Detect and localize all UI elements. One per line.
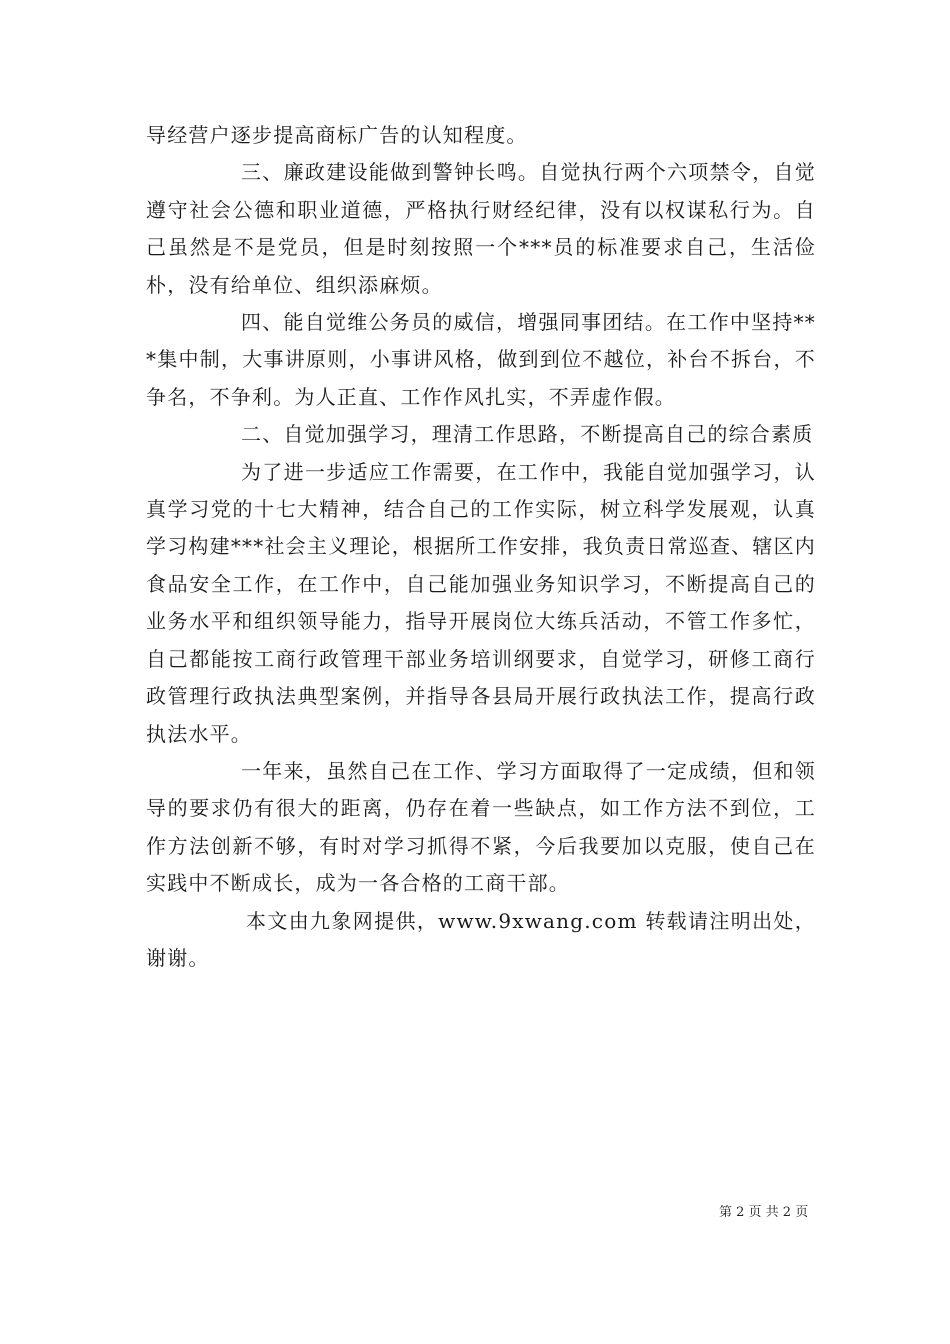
section-heading-study: 二、自觉加强学习，理清工作思路，不断提高自己的综合素质 [241, 422, 814, 447]
document-body [146, 117, 816, 977]
paragraph-study: 为了进一步适应工作需要，在工作中，我能自觉加强学习，认真学习党的十七大精神，结合自己的工作实际，树立科学发展观，认真学习构建***社会主义理论，根据所工作安排，我负责日常巡查、辖区内食品安全工作，在工作中，自己能加强业务知识学习，不断提高自己的业务水平和组织领导能力，指导开展岗位大练兵活动，不管工作多忙，自己都能按工商行政管理干部业务培训纲要求，自觉学习，研修工商行政管理行政执法典型案例，并指导各县局开展行政执法工作，提高行政执法水平。 [146, 459, 816, 746]
paragraph-summary: 一年来，虽然自己在工作、学习方面取得了一定成绩，但和领导的要求仍有很大的距离，仍存在着一些缺点，如工作方法不到位，工作方法创新不够，有时对学习抓得不紧，今后我要加以克服，使自己在实践中不断成长，成为一各合格的工商干部。 [146, 758, 816, 896]
paragraph-civil-servant: 四、能自觉维公务员的威信，增强同事团结。在工作中坚持***集中制，大事讲原则，小事讲风格，做到到位不越位，补台不拆台，不争名，不争利。为人正直、工作作风扎实，不弄虚作假。 [146, 310, 816, 409]
paragraph-integrity: 三、廉政建设能做到警钟长鸣。自觉执行两个六项禁令，自觉遵守社会公德和职业道德，严格执行财经纪律，没有以权谋私行为。自己虽然是不是党员，但是时刻按照一个***员的标准要求自己，生活俭朴，没有给单位、组织添麻烦。 [146, 160, 816, 297]
page-number: 第 2 页 共 2 页 [719, 1205, 809, 1220]
source-credit: 本文由九象网提供，www.9xwang.com 转载请注明出处，谢谢。 [146, 908, 816, 970]
paragraph-continuation: 导经营户逐步提高商标广告的认知程度。 [146, 123, 528, 147]
